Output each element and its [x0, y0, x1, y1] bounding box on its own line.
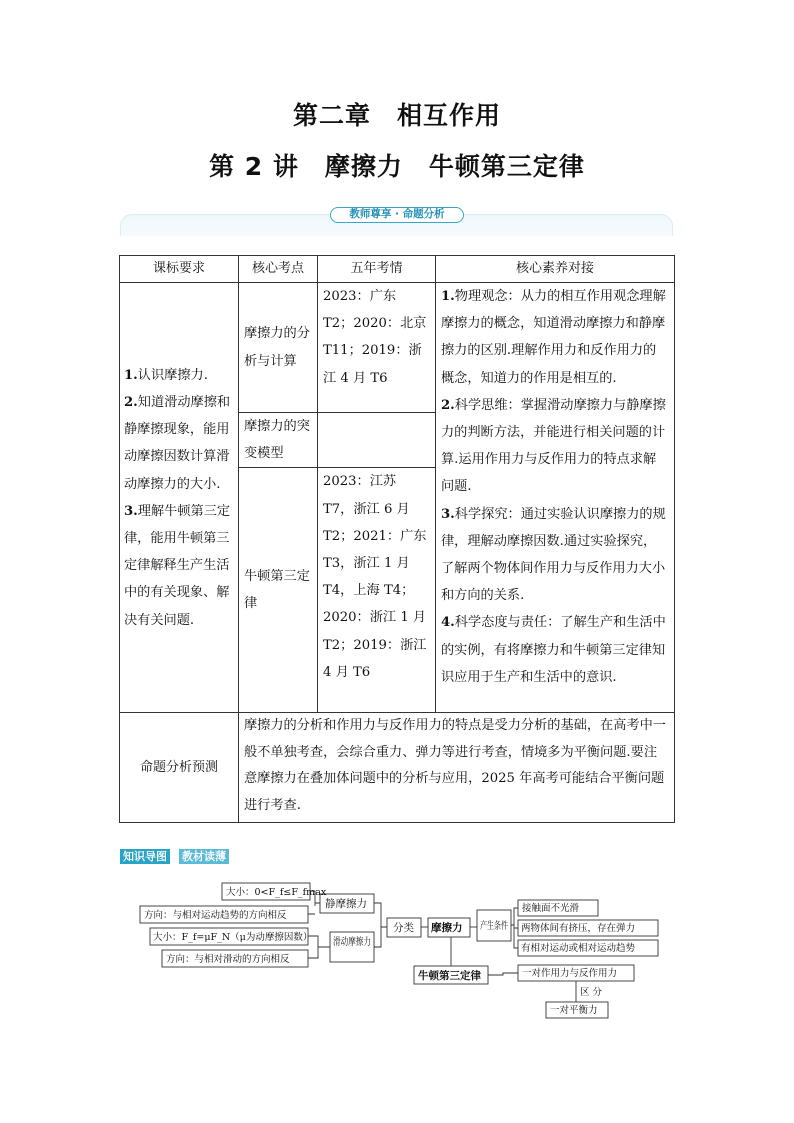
prediction-label: 命题分析预测 [120, 713, 239, 823]
requirement-item: 2.知道滑动摩擦和静摩擦现象，能用动摩擦因数计算滑动摩擦力的大小. [124, 394, 231, 492]
newton-third-law-label: 牛顿第三定律 [418, 970, 481, 982]
mindmap-tag: 知识导图 [120, 849, 170, 864]
table-header-row [120, 256, 675, 283]
literacy-cell [436, 283, 675, 713]
prediction-row [120, 713, 675, 823]
sliding-direction-label: 方向：与相对滑动的方向相反 [166, 954, 290, 965]
literacy-item: 1.物理观念：从力的相互作用观念理解摩擦力的概念，知道滑动摩擦力和静摩擦力的区别.理解作用力和反作用力的概念，知道力的作用是相互的. [441, 289, 666, 386]
static-friction-label: 静摩擦力 [325, 898, 367, 910]
header-requirement: 课标要求 [120, 256, 239, 283]
lesson-title: 第 2 讲 摩擦力 牛顿第三定律 [209, 152, 585, 181]
header-literacy: 核心素养对接 [436, 256, 675, 283]
condition-3: 有相对运动或相对运动趋势 [521, 943, 636, 954]
prediction-text: 摩擦力的分析和作用力与反作用力的特点是受力分析的基础，在高考中一般不单独考查，会综合重力、弹力等进行考查，情境多为平衡问题.要注意摩擦力在叠加体问题中的分析与应用，2025 年高考可能结合平衡问题进行考查. [239, 713, 675, 823]
balance-pair: 一对平衡力 [550, 1005, 598, 1016]
point-cell: 摩擦力的分析与计算 [239, 283, 318, 413]
table-row [120, 283, 675, 413]
exam-cell [318, 413, 436, 468]
static-size-label: 大小：0<F_f≤F_fmax [226, 887, 327, 898]
condition-2: 两物体间有挤压，存在弹力 [521, 923, 636, 934]
textbook-tag: 教材读薄 [179, 849, 229, 864]
syllabus-table [119, 255, 675, 823]
condition-1: 接触面不光滑 [522, 903, 580, 914]
exam-cell: 2023：江苏 T7，浙江 6 月 T2；2021：广东 T3，浙江 1 月 T4，上海 T4；2020：浙江 1 月 T2；2019：浙江 4 月 T6 [318, 468, 436, 713]
produce-condition-label: 产生条件 [480, 921, 520, 932]
literacy-item: 2.科学思维：掌握滑动摩擦力与静摩擦力的判断方法，并能进行相关问题的计算.运用作用力与反作用力的特点求解问题. [441, 397, 666, 495]
distinguish-label: 区 分 [580, 987, 603, 998]
literacy-item: 3.科学探究：通过实验认识摩擦力的规律，理解动摩擦因数.通过实验探究，了解两个物体间作用力与反作用力大小和方向的关系. [441, 506, 666, 604]
requirement-item: 3.理解牛顿第三定律，能用牛顿第三定律解释生产生活中的有关现象、解决有关问题. [124, 503, 231, 628]
requirement-item: 1.认识摩擦力. [124, 367, 208, 383]
header-exams: 五年考情 [318, 256, 436, 283]
exam-cell: 2023：广东 T2；2020：北京 T11；2019：浙江 4 月 T6 [318, 283, 436, 413]
friction-label: 摩擦力 [431, 922, 463, 934]
classify-label: 分类 [393, 922, 414, 934]
point-cell: 牛顿第三定律 [239, 468, 318, 713]
literacy-item: 4.科学态度与责任：了解生产和生活中的实例，有将摩擦力和牛顿第三定律知识应用于生产和生活中的意识. [441, 615, 666, 685]
chapter-title: 第二章 相互作用 [292, 101, 501, 130]
static-direction-label: 方向：与相对运动趋势的方向相反 [144, 910, 287, 921]
header-point: 核心考点 [239, 256, 318, 283]
requirement-cell [120, 283, 239, 713]
teacher-banner-label: 教师尊享 · 命题分析 [330, 207, 464, 223]
action-reaction-pair: 一对作用力与反作用力 [522, 968, 618, 979]
sliding-friction-label: 滑动摩擦力 [333, 937, 383, 948]
point-cell: 摩擦力的突变模型 [239, 413, 318, 468]
sliding-size-label: 大小：F_f=μF_N（μ为动摩擦因数） [153, 932, 313, 943]
